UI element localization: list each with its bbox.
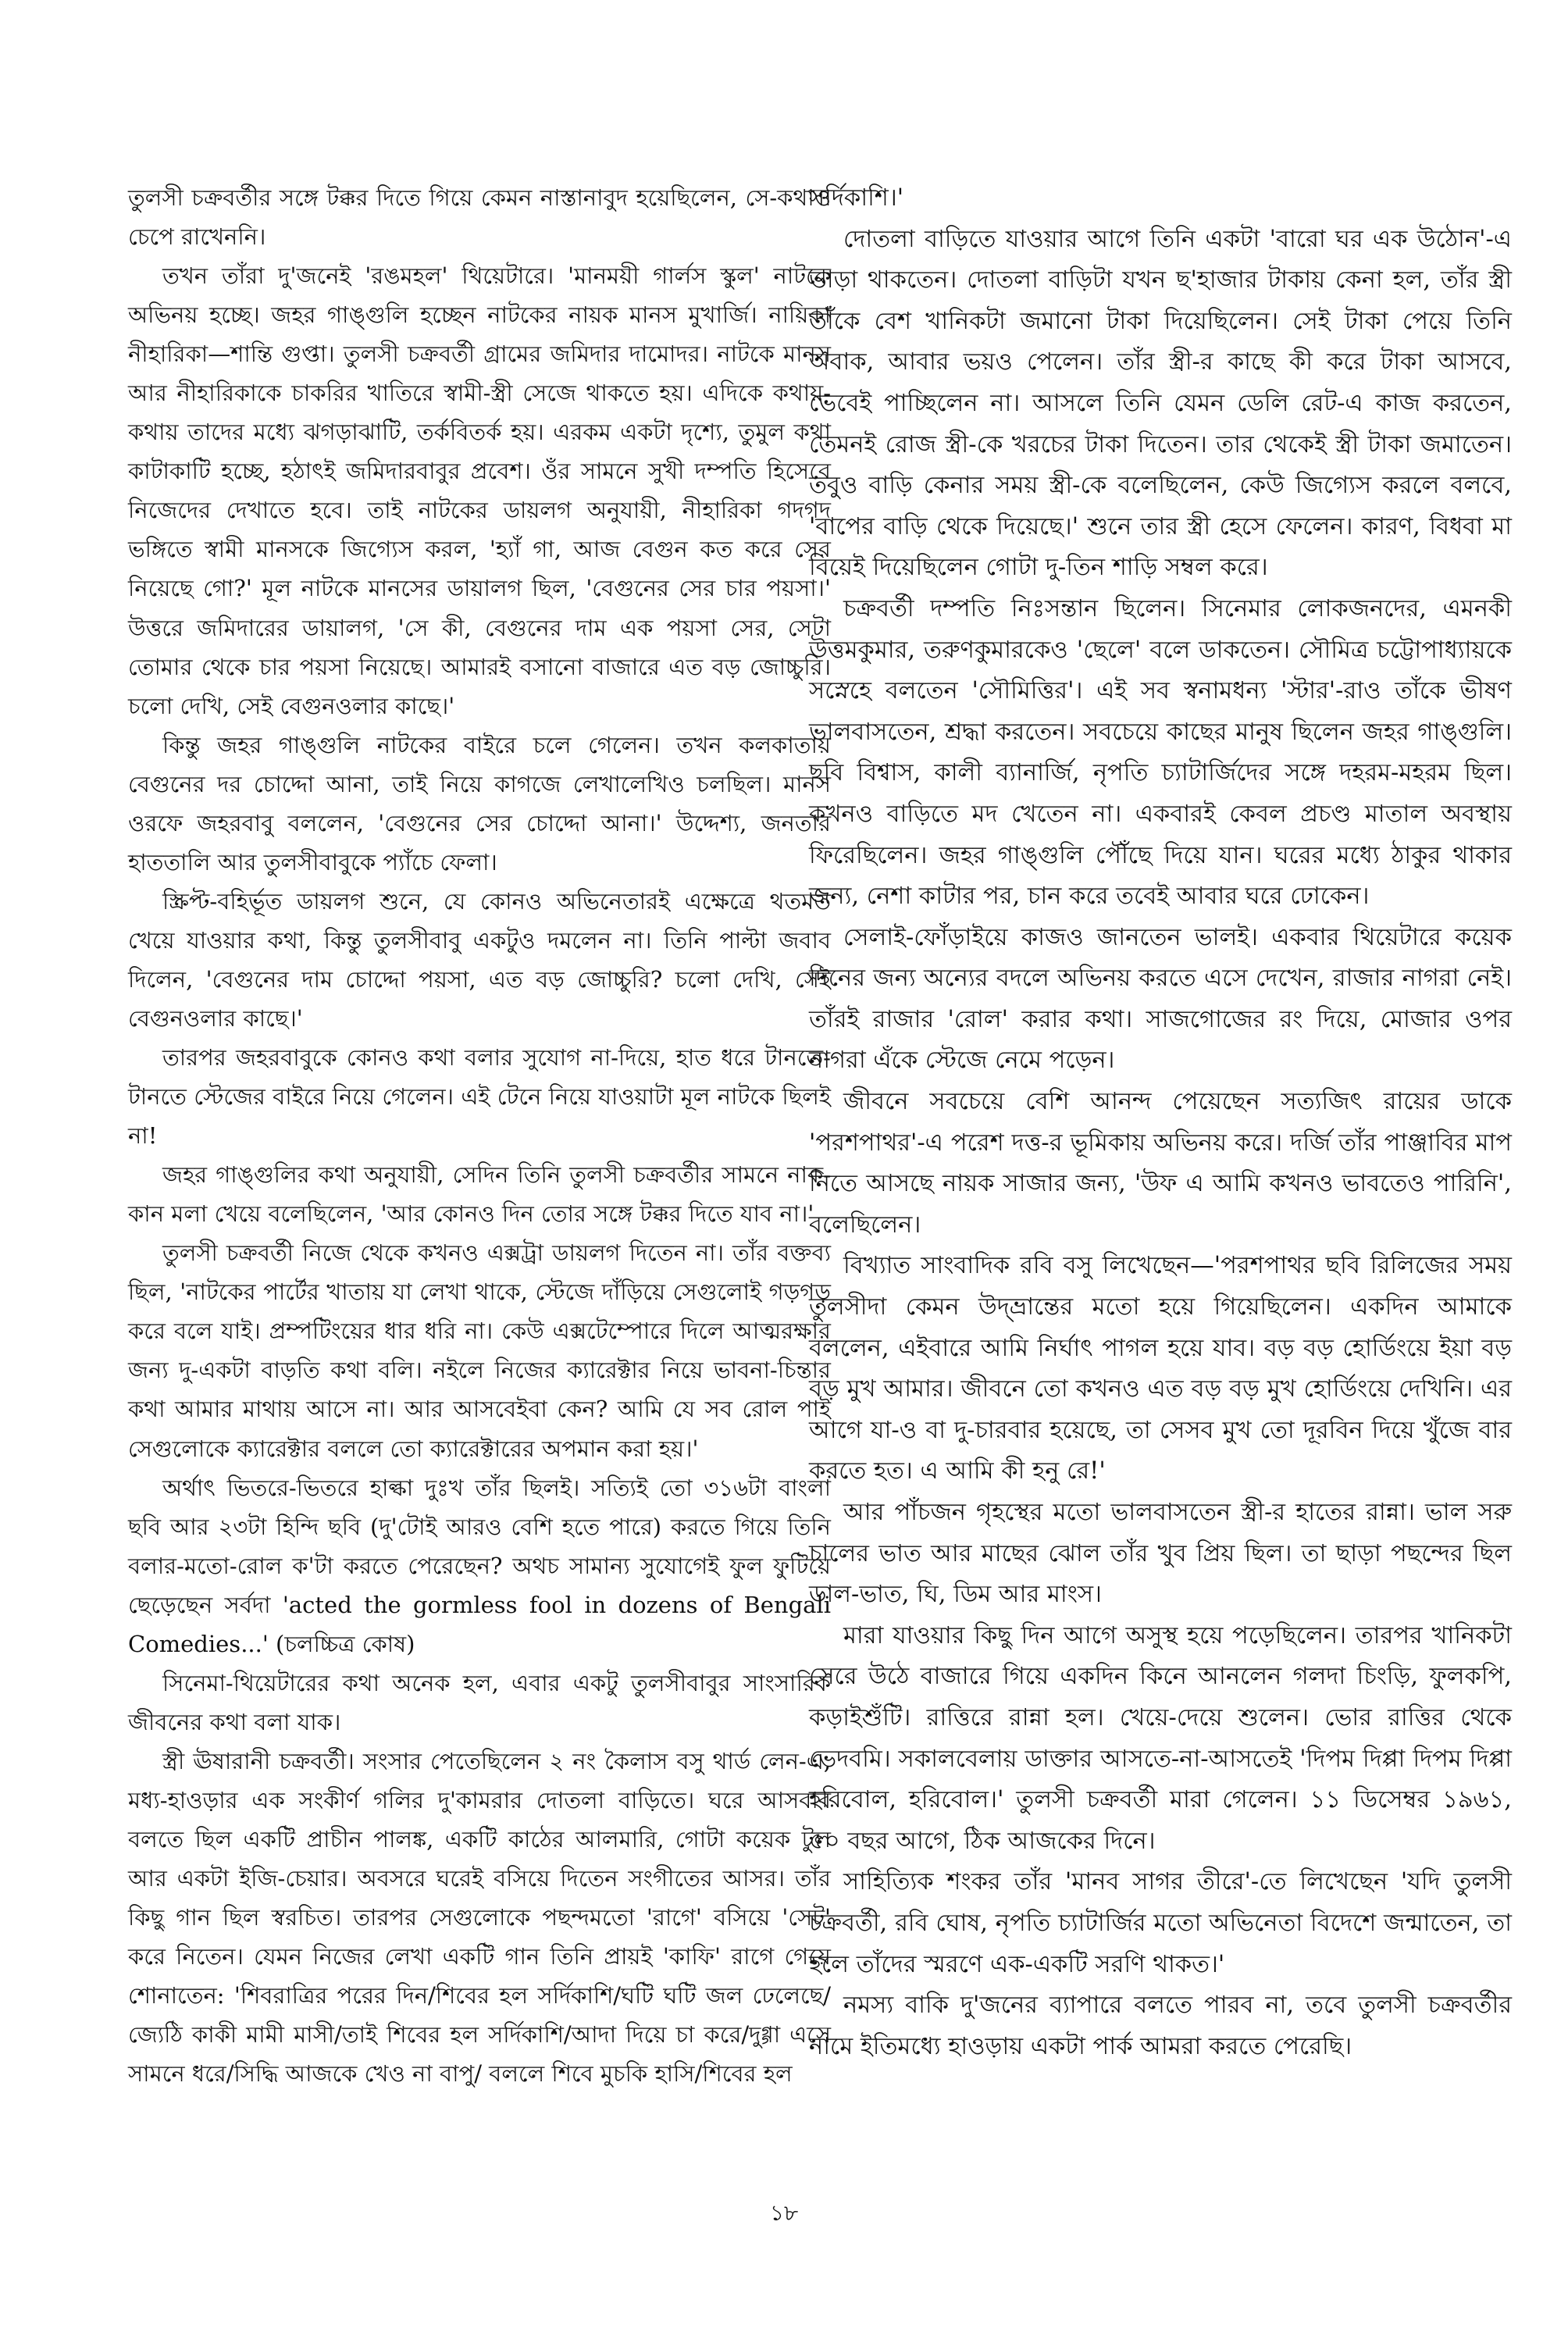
paragraph: স্ত্রী ঊষারানী চক্রবর্তী। সংসার পেতেছিলেন ২ নং কৈলাস বসু থার্ড লেন-এ, মধ্য-হাওড়ার এক সংকীর্ণ গলির দু'কামরার দোতলা বাড়িতে। ঘরে আসবাব বলতে ছিল একটি প্রাচীন পালঙ্ক, একটি কাঠের আলমারি, গোটা কয়েক টুল আর একটা ইজি-চেয়ার। অবসরে ঘরেই বসিয়ে দিতেন সংগীতের আসর। তাঁর কিছু গান ছিল স্বরচিত। তারপর সেগুলোকে পছন্দমতো 'রাগে' বসিয়ে 'সেট' করে নিতেন। যেমন নিজের লেখা একটি গান তিনি প্রায়ই 'কাফি' রাগে গেয়ে শোনাতেন: 'শিবরাত্রির পরের দিন/শিবের হল সর্দিকাশি/ঘটি ঘটি জল ঢেলেছে/ জ্যেঠি কাকী মামী মাসী/তাই শিবের হল সর্দিকাশি/আদা দিয়ে চা করে/দুগ্গা এসে সামনে ধরে/সিদ্ধি আজকে খেও না বাপু/ বললে শিবে মুচকি হাসি/শিবের হল [128, 1747, 831, 2088]
paragraph: সেলাই-ফোঁড়াইয়ে কাজও জানতেন ভালই। একবার থিয়েটারে কয়েক দিনের জন্য অন্যের বদলে অভিনয় করতে এসে দেখেন, রাজার নাগরা নেই। তাঁরই রাজার 'রোল' করার কথা। সাজগোজের রং দিয়ে, মোজার ওপর নাগরা এঁকে স্টেজে নেমে পড়েন। [809, 923, 1512, 1075]
left-column [128, 178, 831, 2093]
paragraph: সর্দিকাশি।' [809, 184, 904, 212]
paragraph: তখন তাঁরা দু'জনেই 'রঙমহল' থিয়েটারে। 'মানময়ী গার্লস স্কুল' নাটকে অভিনয় হচ্ছে। জহর গাঙ্গুলি হচ্ছেন নাটকের নায়ক মানস মুখার্জি। নায়িকা নীহারিকা—শান্তি গুপ্তা। তুলসী চক্রবর্তী গ্রামের জমিদার দামোদর। নাটকে মানস আর নীহারিকাকে চাকরির খাতিরে স্বামী-স্ত্রী সেজে থাকতে হয়। এদিকে কথায়-কথায় তাদের মধ্যে ঝগড়াঝাটি, তর্কবিতর্ক হয়। এরকম একটা দৃশ্যে, তুমুল কথা কাটাকাটি হচ্ছে, হঠাৎই জমিদারবাবুর প্রবেশ। ওঁর সামনে সুখী দম্পতি হিসেবে নিজেদের দেখাতে হবে। তাই নাটকের ডায়লগ অনুযায়ী, নীহারিকা গদগদ ভঙ্গিতে স্বামী মানসকে জিগ্যেস করল, 'হ্যাঁ গা, আজ বেগুন কত করে সের নিয়েছে গো?' মূল নাটকে মানসের ডায়ালগ ছিল, 'বেগুনের সের চার পয়সা।' উত্তরে জমিদারের ডায়ালগ, 'সে কী, বেগুনের দাম এক পয়সা সের, সেটা তোমার থেকে চার পয়সা নিয়েছে। আমারই বসানো বাজারে এত বড় জোচ্চুরি। চলো দেখি, সেই বেগুনওলার কাছে।' [128, 262, 831, 719]
paragraph: তারপর জহরবাবুকে কোনও কথা বলার সুযোগ না-দিয়ে, হাত ধরে টানতে-টানতে স্টেজের বাইরে নিয়ে গেলেন। এই টেনে নিয়ে যাওয়াটা মূল নাটকে ছিলই না! [128, 1044, 831, 1150]
paragraph: সিনেমা-থিয়েটারের কথা অনেক হল, এবার একটু তুলসীবাবুর সাংসারিক জীবনের কথা বলা যাক। [128, 1669, 831, 1735]
paragraph: তুলসী চক্রবর্তী নিজে থেকে কখনও এক্সট্রা ডায়লগ দিতেন না। তাঁর বক্তব্য ছিল, 'নাটকের পার্টের খাতায় যা লেখা থাকে, স্টেজে দাঁড়িয়ে সেগুলোই গড়গড় করে বলে যাই। প্রম্পটিংয়ের ধার ধরি না। কেউ এক্সটেম্পোরে দিলে আত্মরক্ষার জন্য দু-একটা বাড়তি কথা বলি। নইলে নিজের ক্যারেক্টার নিয়ে ভাবনা-চিন্তার কথা আমার মাথায় আসে না। আর আসবেইবা কেন? আমি যে সব রোল পাই সেগুলোকে ক্যারেক্টার বললে তো ক্যারেক্টারের অপমান করা হয়।' [128, 1239, 831, 1462]
paragraph: বিখ্যাত সাংবাদিক রবি বসু লিখেছেন—'পরশপাথর ছবি রিলিজের সময় তুলসীদা কেমন উদ্‌ভ্রান্তের মতো হয়ে গিয়েছিলেন। একদিন আমাকে বললেন, এইবারে আমি নির্ঘাৎ পাগল হয়ে যাব। বড় বড় হোর্ডিংয়ে ইয়া বড় বড় মুখ আমার। জীবনে তো কখনও এত বড় বড় মুখ হোর্ডিংয়ে দেখিনি। এর আগে যা-ও বা দু-চারবার হয়েছে, তা সেসব মুখ তো দূরবিন দিয়ে খুঁজে বার করতে হত। এ আমি কী হনু রে!' [809, 1252, 1512, 1485]
paragraph: তুলসী চক্রবর্তীর সঙ্গে টক্কর দিতে গিয়ে কেমন নাস্তানাবুদ হয়েছিলেন, সে-কথাও চেপে রাখেননি। [128, 184, 831, 251]
paragraph: দোতলা বাড়িতে যাওয়ার আগে তিনি একটা 'বারো ঘর এক উঠোন'-এ ভাড়া থাকতেন। দোতলা বাড়িটা যখন ছ'হাজার টাকায় কেনা হল, তাঁর স্ত্রী তাঁকে বেশ খানিকটা জমানো টাকা দিয়েছিলেন। সেই টাকা পেয়ে তিনি অবাক, আবার ভয়ও পেলেন। তাঁর স্ত্রী-র কাছে কী করে টাকা আসবে, ভেবেই পাচ্ছিলেন না। আসলে তিনি যেমন ডেলি রেট-এ কাজ করতেন, তেমনই রোজ স্ত্রী-কে খরচের টাকা দিতেন। তার থেকেই স্ত্রী টাকা জমাতেন। তবুও বাড়ি কেনার সময় স্ত্রী-কে বলেছিলেন, কেউ জিগ্যেস করলে বলবে, 'বাপের বাড়ি থেকে দিয়েছে।' শুনে তার স্ত্রী হেসে ফেলেন। কারণ, বিধবা মা বিয়েই দিয়েছিলেন গোটা দু-তিন শাড়ি সম্বল করে। [809, 225, 1512, 582]
paragraph: সাহিত্যিক শংকর তাঁর 'মানব সাগর তীরে'-তে লিখেছেন 'যদি তুলসী চক্রবর্তী, রবি ঘোষ, নৃপতি চ্যাটার্জির মতো অভিনেতা বিদেশে জন্মাতেন, তা হলে তাঁদের স্মরণে এক-একটি সরণি থাকত।' [809, 1868, 1512, 1978]
paragraph: মারা যাওয়ার কিছু দিন আগে অসুস্থ হয়ে পড়েছিলেন। তারপর খানিকটা সেরে উঠে বাজারে গিয়ে একদিন কিনে আনলেন গলদা চিংড়ি, ফুলকপি, কড়াইশুঁটি। রাত্তিরে রান্না হল। খেয়ে-দেয়ে শুলেন। ভোর রাত্তির থেকে ভেদবমি। সকালবেলায় ডাক্তার আসতে-না-আসতেই 'দিপম দিপ্পা দিপম দিপ্পা হরিবোল, হরিবোল।' তুলসী চক্রবর্তী মারা গেলেন। ১১ ডিসেম্বর ১৯৬১, ৫০ বছর আগে, ঠিক আজকের দিনে। [809, 1621, 1512, 1855]
right-column [809, 178, 1512, 2067]
paragraph: আর পাঁচজন গৃহস্থের মতো ভালবাসতেন স্ত্রী-র হাতের রান্না। ভাল সরু চালের ভাত আর মাছের ঝোল তাঁর খুব প্রিয় ছিল। তা ছাড়া পছন্দের ছিল ডাল-ভাত, ঘি, ডিম আর মাংস। [809, 1499, 1512, 1609]
paragraph: চক্রবর্তী দম্পতি নিঃসন্তান ছিলেন। সিনেমার লোকজনদের, এমনকী উত্তমকুমার, তরুণকুমারকেও 'ছেলে' বলে ডাকতেন। সৌমিত্র চট্টোপাধ্যায়কে সস্নেহে বলতেন 'সৌমিত্তির'। এই সব স্বনামধন্য 'স্টার'-রাও তাঁকে ভীষণ ভালবাসতেন, শ্রদ্ধা করতেন। সবচেয়ে কাছের মানুষ ছিলেন জহর গাঙ্গুলি। ছবি বিশ্বাস, কালী ব্যানার্জি, নৃপতি চ্যাটার্জিদের সঙ্গে দহরম-মহরম ছিল। কখনও বাড়িতে মদ খেতেন না। একবারই কেবল প্রচণ্ড মাতাল অবস্থায় ফিরেছিলেন। জহর গাঙ্গুলি পৌঁছে দিয়ে যান। ঘরের মধ্যে ঠাকুর থাকার জন্য, নেশা কাটার পর, চান করে তবেই আবার ঘরে ঢোকেন। [809, 594, 1512, 911]
page-number: ১৮ [769, 2200, 799, 2226]
paragraph: জহর গাঙ্গুলির কথা অনুযায়ী, সেদিন তিনি তুলসী চক্রবর্তীর সামনে নাক-কান মলা খেয়ে বলেছিলেন, 'আর কোনও দিন তোর সঙ্গে টক্কর দিতে যাব না।' [128, 1161, 831, 1228]
paragraph: স্ক্রিপ্ট-বহির্ভূত ডায়লগ শুনে, যে কোনও অভিনেতারই এক্ষেত্রে থতমত খেয়ে যাওয়ার কথা, কিন্তু তুলসীবাবু একটুও দমলেন না। তিনি পাল্টা জবাব দিলেন, 'বেগুনের দাম চোদ্দো পয়সা, এত বড় জোচ্চুরি? চলো দেখি, সেই বেগুনওলার কাছে।' [128, 887, 831, 1032]
paragraph: অর্থাৎ ভিতরে-ভিতরে হাল্কা দুঃখ তাঁর ছিলই। সত্যিই তো ৩১৬টা বাংলা ছবি আর ২৩টা হিন্দি ছবি (দু'টোই আরও বেশি হতে পারে) করতে গিয়ে তিনি বলার-মতো-রোল ক'টা করতে পেরেছেন? অথচ সামান্য সুযোগেই ফুল ফুটিয়ে ছেড়েছেন সর্বদা 'acted the gormless fool in dozens of Bengali Comedies...' (চলচ্চিত্র কোষ) [128, 1474, 831, 1657]
paragraph: জীবনে সবচেয়ে বেশি আনন্দ পেয়েছেন সত্যজিৎ রায়ের ডাকে 'পরশপাথর'-এ পরেশ দত্ত-র ভূমিকায় অভিনয় করে। দর্জি তাঁর পাঞ্জাবির মাপ নিতে আসছে নায়ক সাজার জন্য, 'উফ এ আমি কখনও ভাবতেও পারিনি', বলেছিলেন। [809, 1088, 1512, 1239]
paragraph: কিন্তু জহর গাঙ্গুলি নাটকের বাইরে চলে গেলেন। তখন কলকাতায় বেগুনের দর চোদ্দো আনা, তাই নিয়ে কাগজে লেখালেখিও চলছিল। মানস ওরফে জহরবাবু বললেন, 'বেগুনের সের চোদ্দো আনা।' উদ্দেশ্য, জনতার হাততালি আর তুলসীবাবুকে প্যাঁচে ফেলা। [128, 731, 831, 875]
paragraph: নমস্য বাকি দু'জনের ব্যাপারে বলতে পারব না, তবে তুলসী চক্রবর্তীর নামে ইতিমধ্যে হাওড়ায় একটা পার্ক আমরা করতে পেরেছি। [809, 1992, 1512, 2060]
